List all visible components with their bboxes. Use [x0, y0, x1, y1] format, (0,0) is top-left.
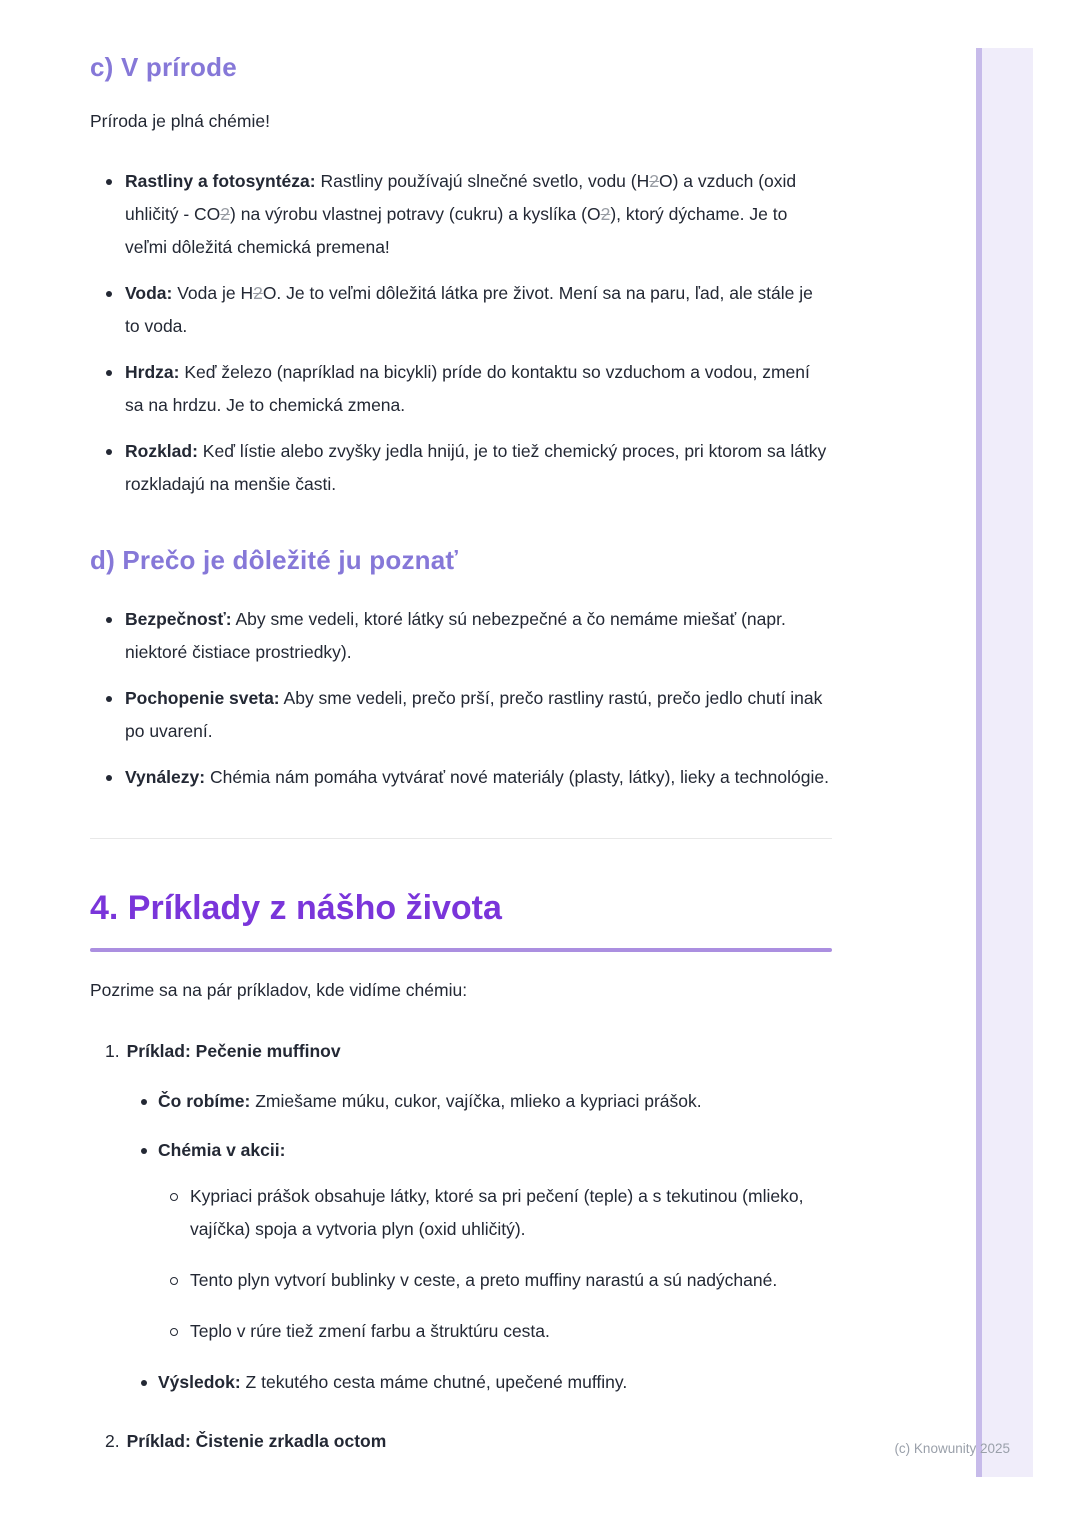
chemistry-details-list [158, 1180, 832, 1348]
list-item: Čo robíme: Zmiešame múku, cukor, vajíčka, mlieko a kypriaci prášok. [158, 1085, 832, 1118]
example-item-2 [105, 1425, 832, 1458]
list-item: Rozklad: Keď lístie alebo zvyšky jedla hnijú, je to tiež chemický proces, pri ktorom sa látky rozkladajú na menšie časti. [125, 435, 832, 501]
list-item: Kypriaci prášok obsahuje látky, ktoré sa pri pečení (teple) a s tekutinou (mlieko, vajíčka) spoja a vytvoria plyn (oxid uhličitý). [190, 1180, 832, 1246]
example-2-title: Príklad: Čistenie zrkadla octom [126, 1431, 387, 1451]
nature-examples-list [90, 165, 832, 501]
section-c-intro: Príroda je plná chémie! [90, 111, 270, 131]
section-d-heading: d) Prečo je dôležité ju poznať [90, 545, 459, 575]
list-item: Výsledok: Z tekutého cesta máme chutné, upečené muffiny. [158, 1366, 832, 1399]
example-2-title-row [105, 1425, 832, 1458]
example-1-steps-list [105, 1085, 832, 1399]
examples-ordered-list [90, 1035, 832, 1458]
example-1-title: Príklad: Pečenie muffinov [126, 1041, 341, 1061]
list-number: 2. [105, 1431, 120, 1451]
list-item [158, 1134, 832, 1348]
document-page [90, 52, 832, 1484]
section-4-heading: 4. Príklady z nášho života [90, 889, 502, 927]
examples-intro: Pozrime sa na pár príkladov, kde vidíme chémiu: [90, 980, 468, 1000]
importance-list [90, 603, 832, 794]
list-item: Bezpečnosť: Aby sme vedeli, ktoré látky sú nebezpečné a čo nemáme miešať (napr. niektoré čistiace prostriedky). [125, 603, 832, 669]
section-c-heading: c) V prírode [90, 52, 237, 82]
list-item: Voda: Voda je H2O. Je to veľmi dôležitá látka pre život. Mení sa na paru, ľad, ale stále je to voda. [125, 277, 832, 343]
example-item-1 [105, 1035, 832, 1399]
list-item: Tento plyn vytvorí bublinky v ceste, a preto muffiny narastú a sú nadýchané. [190, 1264, 832, 1297]
step-label: Chémia v akcii: [158, 1140, 286, 1160]
list-item: Pochopenie sveta: Aby sme vedeli, prečo prší, prečo rastliny rastú, prečo jedlo chutí inak po uvarení. [125, 682, 832, 748]
list-item: Vynálezy: Chémia nám pomáha vytvárať nové materiály (plasty, látky), lieky a technológie. [125, 761, 832, 794]
side-panel [976, 48, 1033, 1477]
section-4-underline-bar [90, 948, 832, 952]
copyright-watermark: (c) Knowunity 2025 [894, 1441, 1010, 1456]
example-1-title-row [105, 1035, 832, 1068]
list-number: 1. [105, 1041, 120, 1061]
list-item: Hrdza: Keď železo (napríklad na bicykli) príde do kontaktu so vzduchom a vodou, zmení sa na hrdzu. Je to chemická zmena. [125, 356, 832, 422]
list-item: Rastliny a fotosyntéza: Rastliny používajú slnečné svetlo, vodu (H2O) a vzduch (oxid uhličitý - CO2) na výrobu vlastnej potravy (cukru) a kyslíka (O2), ktorý dýchame. Je to veľmi dôležitá chemická premena! [125, 165, 832, 264]
list-item: Teplo v rúre tiež zmení farbu a štruktúru cesta. [190, 1315, 832, 1348]
section-divider [90, 838, 832, 839]
